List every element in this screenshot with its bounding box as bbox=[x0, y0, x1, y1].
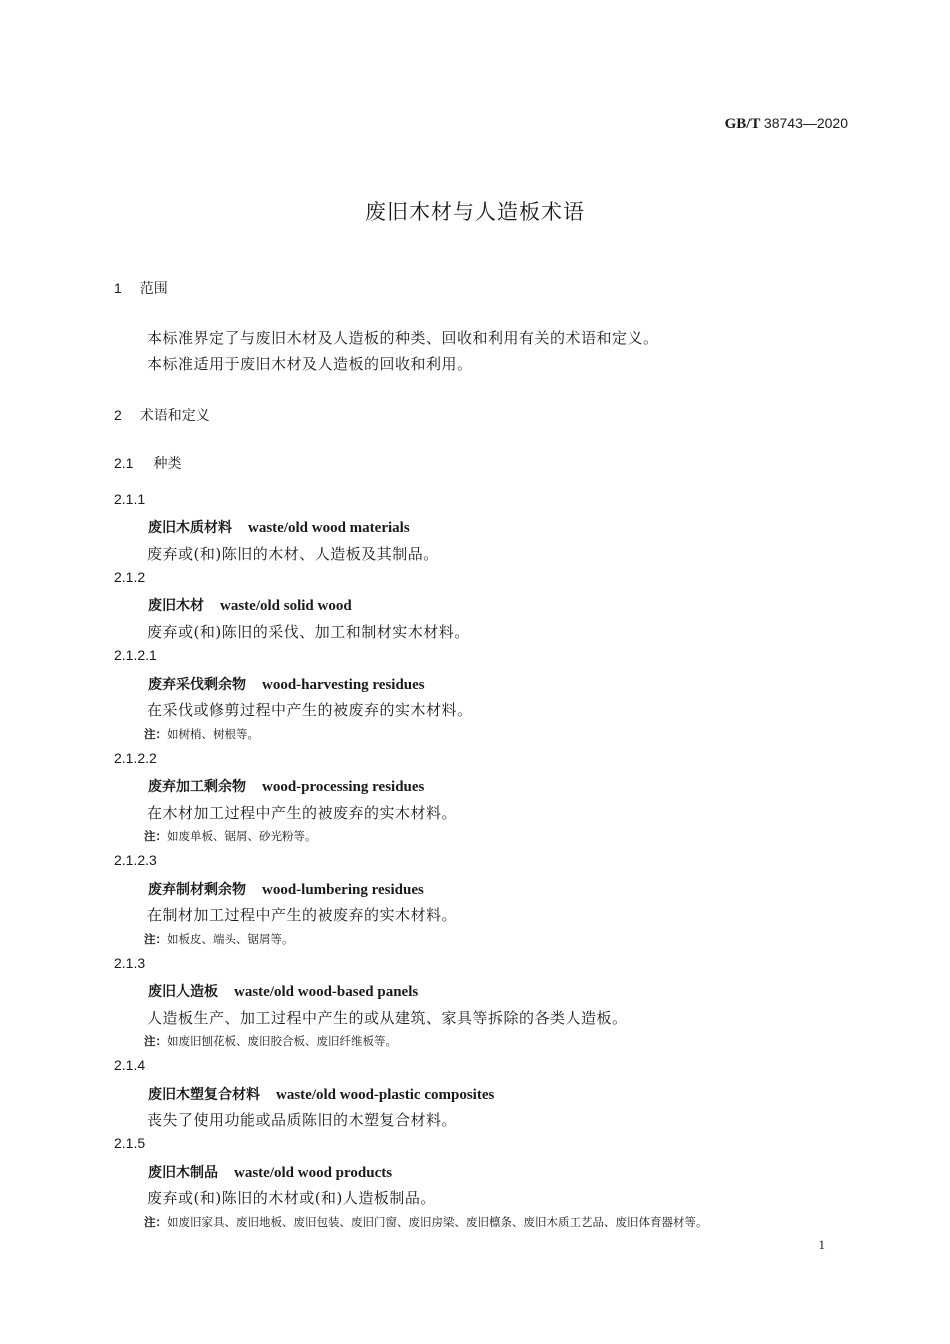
entry-term-zh: 废旧木制品 bbox=[148, 1165, 218, 1181]
section-2-1-heading bbox=[114, 453, 181, 473]
standard-code-number: 38743—2020 bbox=[763, 115, 848, 131]
section-1-paragraph-2: 本标准适用于废旧木材及人造板的回收和利用。 bbox=[147, 355, 473, 373]
entry-definition: 在木材加工过程中产生的被废弃的实木材料。 bbox=[147, 804, 458, 822]
page-title: 废旧木材与人造板术语 bbox=[365, 200, 585, 224]
section-2-title: 术语和定义 bbox=[139, 408, 210, 424]
entry-term-en: waste/old wood materials bbox=[248, 520, 410, 536]
entry-term bbox=[148, 1162, 392, 1182]
entry-definition: 在制材加工过程中产生的被废弃的实木材料。 bbox=[147, 906, 458, 924]
note-text: 如板皮、端头、锯屑等。 bbox=[167, 932, 294, 946]
entry-term-en: wood-processing residues bbox=[262, 779, 425, 795]
note-label: 注： bbox=[144, 932, 167, 946]
entry-number: 2.1.4 bbox=[114, 1057, 146, 1073]
entry-term-en: waste/old wood-based panels bbox=[234, 984, 419, 1000]
entry-note bbox=[144, 828, 317, 844]
entry-term-en: waste/old solid wood bbox=[220, 598, 352, 614]
entry-term bbox=[148, 595, 352, 615]
section-2-1-number: 2.1 bbox=[114, 455, 134, 471]
entry-term-en: waste/old wood products bbox=[234, 1165, 393, 1181]
section-1-number: 1 bbox=[114, 280, 122, 296]
note-text: 如废单板、锯屑、砂光粉等。 bbox=[167, 829, 317, 843]
entry-number: 2.1.2.3 bbox=[114, 852, 157, 868]
entry-number: 2.1.1 bbox=[114, 491, 146, 507]
entry-term bbox=[148, 776, 424, 796]
note-label: 注： bbox=[144, 1034, 167, 1048]
entry-term-en: wood-harvesting residues bbox=[262, 677, 425, 693]
entry-note bbox=[144, 726, 259, 742]
note-label: 注： bbox=[144, 727, 167, 741]
note-text: 如树梢、树根等。 bbox=[167, 727, 259, 741]
note-text: 如废旧家具、废旧地板、废旧包装、废旧门窗、废旧房梁、废旧檩条、废旧木质工艺品、废旧体育器材等。 bbox=[167, 1215, 708, 1229]
entry-term-zh: 废旧木材 bbox=[148, 598, 204, 614]
section-2-number: 2 bbox=[114, 407, 122, 423]
entry-number: 2.1.2 bbox=[114, 569, 146, 585]
entry-definition: 废弃或(和)陈旧的木材、人造板及其制品。 bbox=[147, 545, 439, 563]
standard-code-prefix: GB/T bbox=[724, 116, 761, 132]
entry-number: 2.1.2.1 bbox=[114, 647, 157, 663]
entry-definition: 丧失了使用功能或品质陈旧的木塑复合材料。 bbox=[147, 1111, 458, 1129]
entry-term-en: wood-lumbering residues bbox=[262, 882, 424, 898]
entry-term bbox=[148, 517, 410, 537]
note-text: 如废旧刨花板、废旧胶合板、废旧纤维板等。 bbox=[167, 1034, 397, 1048]
entry-number: 2.1.5 bbox=[114, 1135, 146, 1151]
entry-term-zh: 废弃采伐剩余物 bbox=[148, 677, 246, 693]
entry-term-zh: 废弃加工剩余物 bbox=[148, 779, 246, 795]
entry-definition: 在采伐或修剪过程中产生的被废弃的实木材料。 bbox=[147, 701, 473, 719]
entry-note bbox=[144, 931, 294, 947]
entry-definition: 废弃或(和)陈旧的木材或(和)人造板制品。 bbox=[147, 1189, 436, 1207]
section-2-1-title: 种类 bbox=[153, 456, 182, 472]
entry-term-zh: 废弃制材剩余物 bbox=[148, 882, 246, 898]
standard-code bbox=[725, 115, 848, 133]
entry-term-zh: 废旧人造板 bbox=[148, 984, 218, 1000]
entry-note bbox=[144, 1214, 708, 1230]
entry-term-zh: 废旧木塑复合材料 bbox=[148, 1087, 260, 1103]
entry-number: 2.1.3 bbox=[114, 955, 146, 971]
page-number: 1 bbox=[818, 1237, 825, 1252]
entry-term bbox=[148, 674, 425, 694]
entry-term-en: waste/old wood-plastic composites bbox=[276, 1087, 495, 1103]
section-1-heading bbox=[114, 278, 168, 298]
section-1-paragraph-1: 本标准界定了与废旧木材及人造板的种类、回收和利用有关的术语和定义。 bbox=[147, 329, 659, 347]
entry-definition: 废弃或(和)陈旧的采伐、加工和制材实木材料。 bbox=[147, 623, 470, 641]
entry-number: 2.1.2.2 bbox=[114, 750, 157, 766]
entry-term-zh: 废旧木质材料 bbox=[148, 520, 232, 536]
note-label: 注： bbox=[144, 1215, 167, 1229]
note-label: 注： bbox=[144, 829, 167, 843]
entry-note bbox=[144, 1033, 397, 1049]
entry-term bbox=[148, 1084, 494, 1104]
entry-term bbox=[148, 879, 424, 899]
section-1-title: 范围 bbox=[139, 281, 168, 297]
entry-definition: 人造板生产、加工过程中产生的或从建筑、家具等拆除的各类人造板。 bbox=[147, 1009, 628, 1027]
section-2-heading bbox=[114, 405, 210, 425]
entry-term bbox=[148, 981, 418, 1001]
